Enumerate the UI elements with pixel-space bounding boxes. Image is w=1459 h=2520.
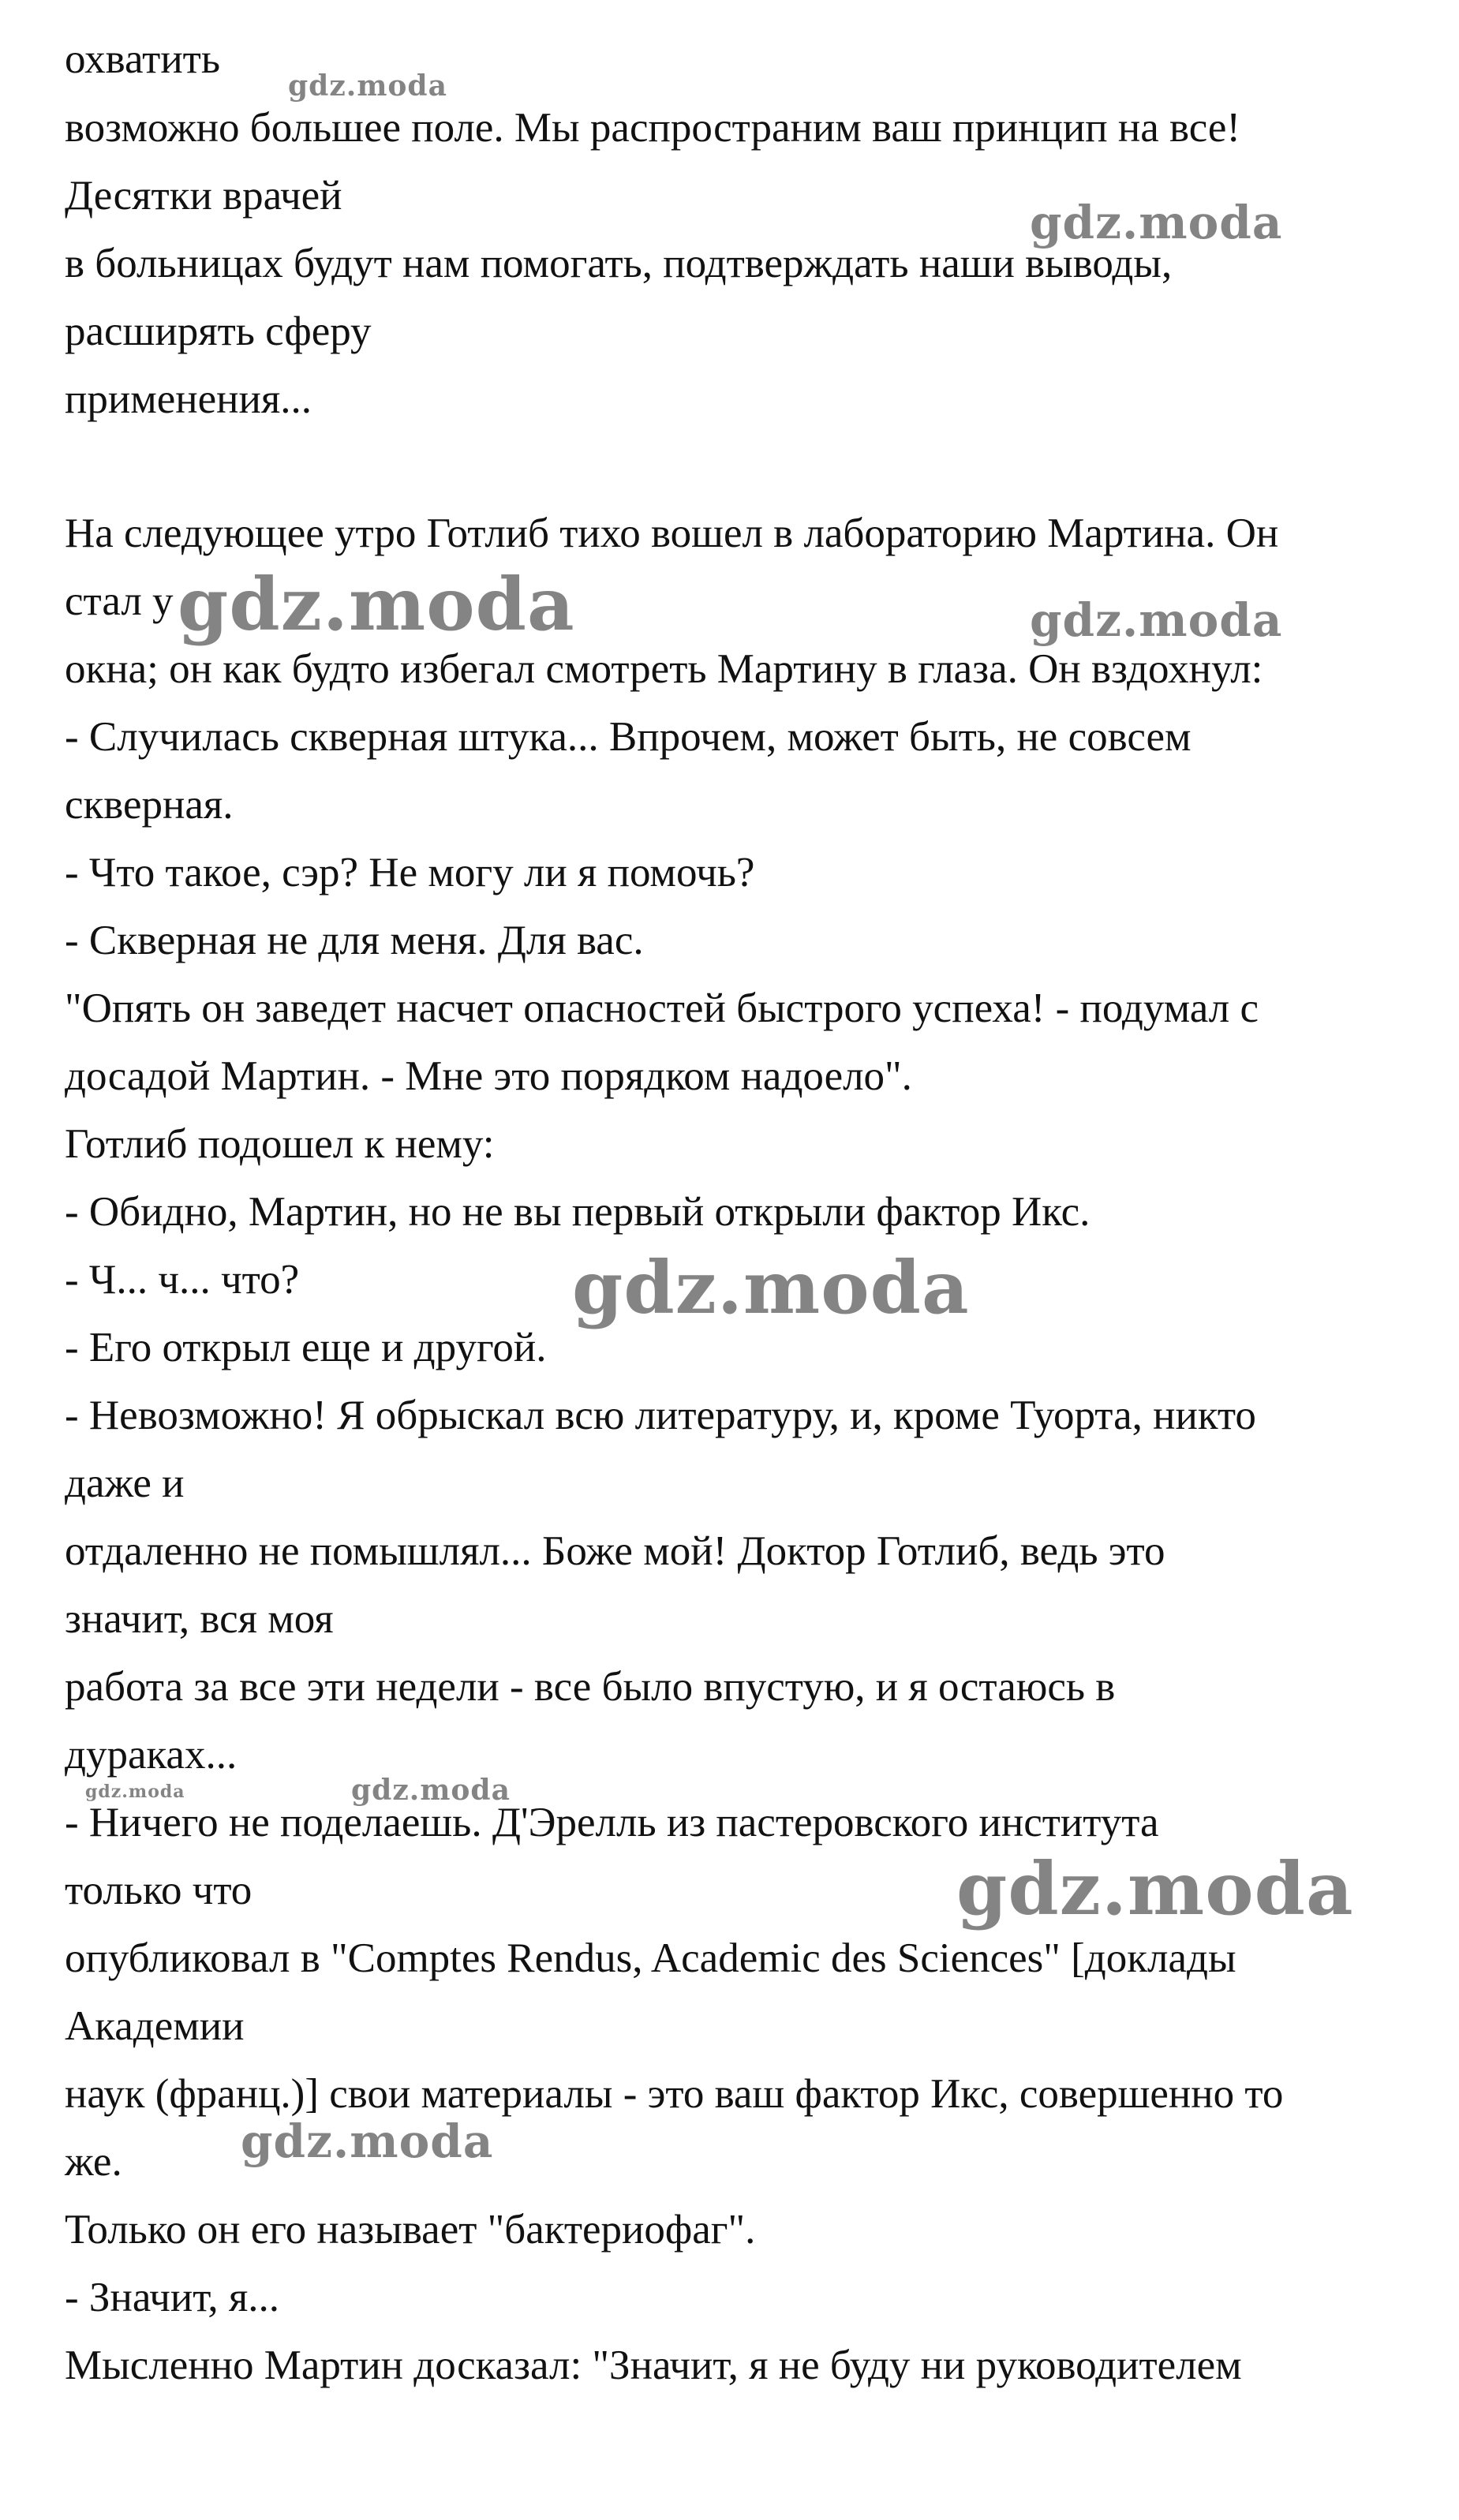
text-line: Только он его называет "бактериофаг". — [65, 2207, 756, 2253]
text-line: скверная. — [65, 782, 234, 828]
text-line: даже и — [65, 1460, 185, 1506]
text-line: - Что такое, сэр? Не могу ли я помочь? — [65, 850, 755, 895]
text-line: Десятки врачей — [65, 173, 342, 219]
text-line: в больницах будут нам помогать, подтверждать наши выводы, — [65, 241, 1173, 286]
text-line: окна; он как будто избегал смотреть Мартину в глаза. Он вздохнул: — [65, 646, 1263, 692]
text-line: досадой Мартин. - Мне это порядком надоело". — [65, 1053, 912, 1099]
text-line: опубликовал в "Comptes Rendus, Academic des Sciences" [доклады — [65, 1935, 1236, 1981]
text-line: - Ничего не поделаешь. Д'Эрелль из пастеровского института — [65, 1800, 1159, 1845]
text-line: На следующее утро Готлиб тихо вошел в лабораторию Мартина. Он — [65, 510, 1279, 556]
text-line: же. — [65, 2139, 122, 2185]
text-line: стал у — [65, 578, 174, 624]
text-line: только что — [65, 1868, 253, 1913]
text-line: - Скверная не для меня. Для вас. — [65, 918, 644, 963]
text-line: наук (франц.)] свои материалы - это ваш фактор Икс, совершенно то — [65, 2071, 1284, 2117]
text-line: - Его открыл еще и другой. — [65, 1325, 547, 1370]
text-line: Академии — [65, 2003, 245, 2049]
watermark: gdz.moda — [85, 1782, 185, 1802]
text-line: охватить — [65, 36, 221, 82]
text-line: применения... — [65, 376, 312, 422]
watermark: gdz.moda — [241, 2114, 494, 2168]
text-line: - Ч... ч... что? — [65, 1257, 300, 1303]
watermark: gdz.moda — [288, 69, 447, 103]
watermark: gdz.moda — [1030, 593, 1283, 647]
watermark: gdz.moda — [178, 562, 575, 647]
text-line: отдаленно не помышлял... Боже мой! Доктор Готлиб, ведь это — [65, 1528, 1165, 1574]
text-line: дураках... — [65, 1732, 238, 1778]
watermark: gdz.moda — [1030, 196, 1283, 249]
text-line: - Невозможно! Я обрыскал всю литературу, и, кроме Туорта, никто — [65, 1393, 1256, 1438]
watermark: gdz.moda — [572, 1245, 970, 1330]
text-line: возможно большее поле. Мы распространим ваш принцип на все! — [65, 105, 1241, 151]
watermark: gdz.moda — [956, 1846, 1354, 1931]
text-line: "Опять он заведет насчет опасностей быстрого успеха! - подумал с — [65, 985, 1259, 1031]
text-line: значит, вся моя — [65, 1596, 334, 1642]
text-line: - Обидно, Мартин, но не вы первый открыли фактор Икс. — [65, 1189, 1091, 1235]
text-line: Мысленно Мартин досказал: "Значит, я не буду ни руководителем — [65, 2342, 1242, 2388]
watermark: gdz.moda — [351, 1774, 511, 1807]
text-line: - Случилась скверная штука... Впрочем, может быть, не совсем — [65, 714, 1192, 760]
text-line: работа за все эти недели - все было впустую, и я остаюсь в — [65, 1664, 1116, 1710]
text-line: - Значит, я... — [65, 2275, 280, 2320]
text-line: Готлиб подошел к нему: — [65, 1121, 495, 1167]
text-line: расширять сферу — [65, 308, 372, 354]
